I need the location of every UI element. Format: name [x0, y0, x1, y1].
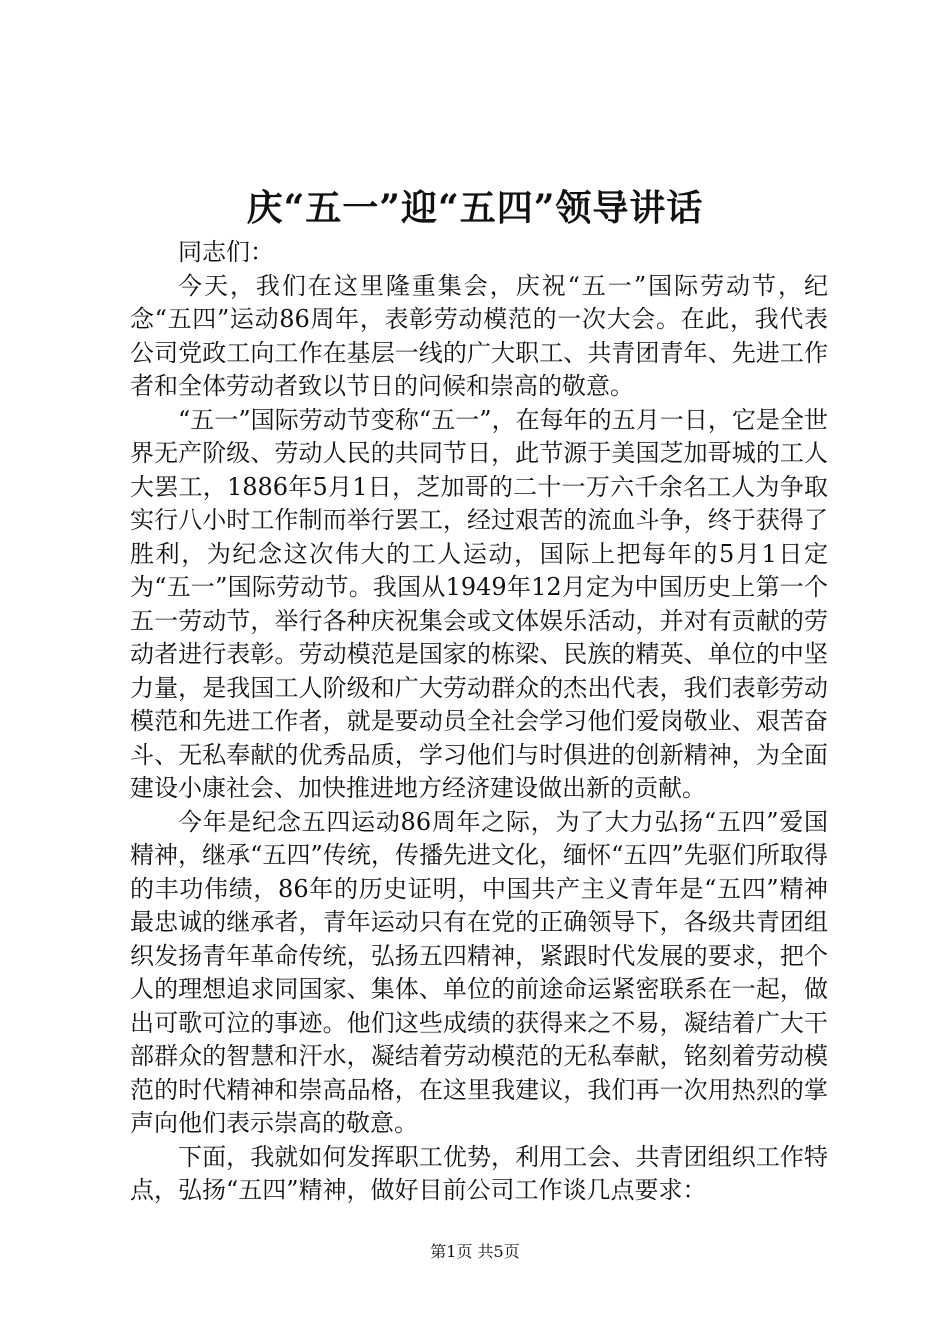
body-paragraph-3: 今年是纪念五四运动86周年之际，为了大力弘扬“五四”爱国精神，继承“五四”传统，传播先进文化，缅怀“五四”先驱们所取得的丰功伟绩，86年的历史证明，中国共产主义青年是“五四”精神最忠诚的继承者，青年运动只有在党的正确领导下，各级共青团组织发扬青年革命传统，弘扬五四精神，紧跟时代发展的要求，把个人的理想追求同国家、集体、单位的前途命运紧密联系在一起，做出可歌可泣的事迹。他们这些成绩的获得来之不易，凝结着广大干部群众的智慧和汗水，凝结着劳动模范的无私奉献，铭刻着劳动模范的时代精神和崇高品格，在这里我建议，我们再一次用热烈的掌声向他们表示崇高的敬意。 [130, 807, 828, 1137]
page-number-footer: 第1页 共5页 [430, 1242, 520, 1261]
body-paragraph-2: “五一”国际劳动节变称“五一”，在每年的五月一日，它是全世界无产阶级、劳动人民的共同节日，此节源于美国芝加哥城的工人大罢工，1886年5月1日，芝加哥的二十一万六千余名工人为争取实行八小时工作制而举行罢工，经过艰苦的流血斗争，终于获得了胜利，为纪念这次伟大的工人运动，国际上把每年的5月1日定为“五一”国际劳动节。我国从1949年12月定为中国历史上第一个五一劳动节，举行各种庆祝集会或文体娱乐活动，并对有贡献的劳动者进行表彰。劳动模范是国家的栋梁、民族的精英、单位的中坚力量，是我国工人阶级和广大劳动群众的杰出代表，我们表彰劳动模范和先进工作者，就是要动员全社会学习他们爱岗敬业、艰苦奋斗、无私奉献的优秀品质，学习他们与时俱进的创新精神，为全面建设小康社会、加快推进地方经济建设做出新的贡献。 [130, 405, 828, 802]
document-body [130, 236, 828, 1208]
body-paragraph-1: 今天，我们在这里隆重集会，庆祝“五一”国际劳动节，纪念“五四”运动86周年，表彰劳动模范的一次大会。在此，我代表公司党政工向工作在基层一线的广大职工、共青团青年、先进工作者和全体劳动者致以节日的问候和崇高的敬意。 [130, 271, 828, 400]
salutation-paragraph: 同志们： [178, 238, 274, 266]
body-paragraph-4: 下面，我就如何发挥职工优势，利用工会、共青团组织工作特点，弘扬“五四”精神，做好目前公司工作谈几点要求： [130, 1142, 828, 1204]
document-title: 庆“五一”迎“五四”领导讲话 [246, 187, 704, 229]
